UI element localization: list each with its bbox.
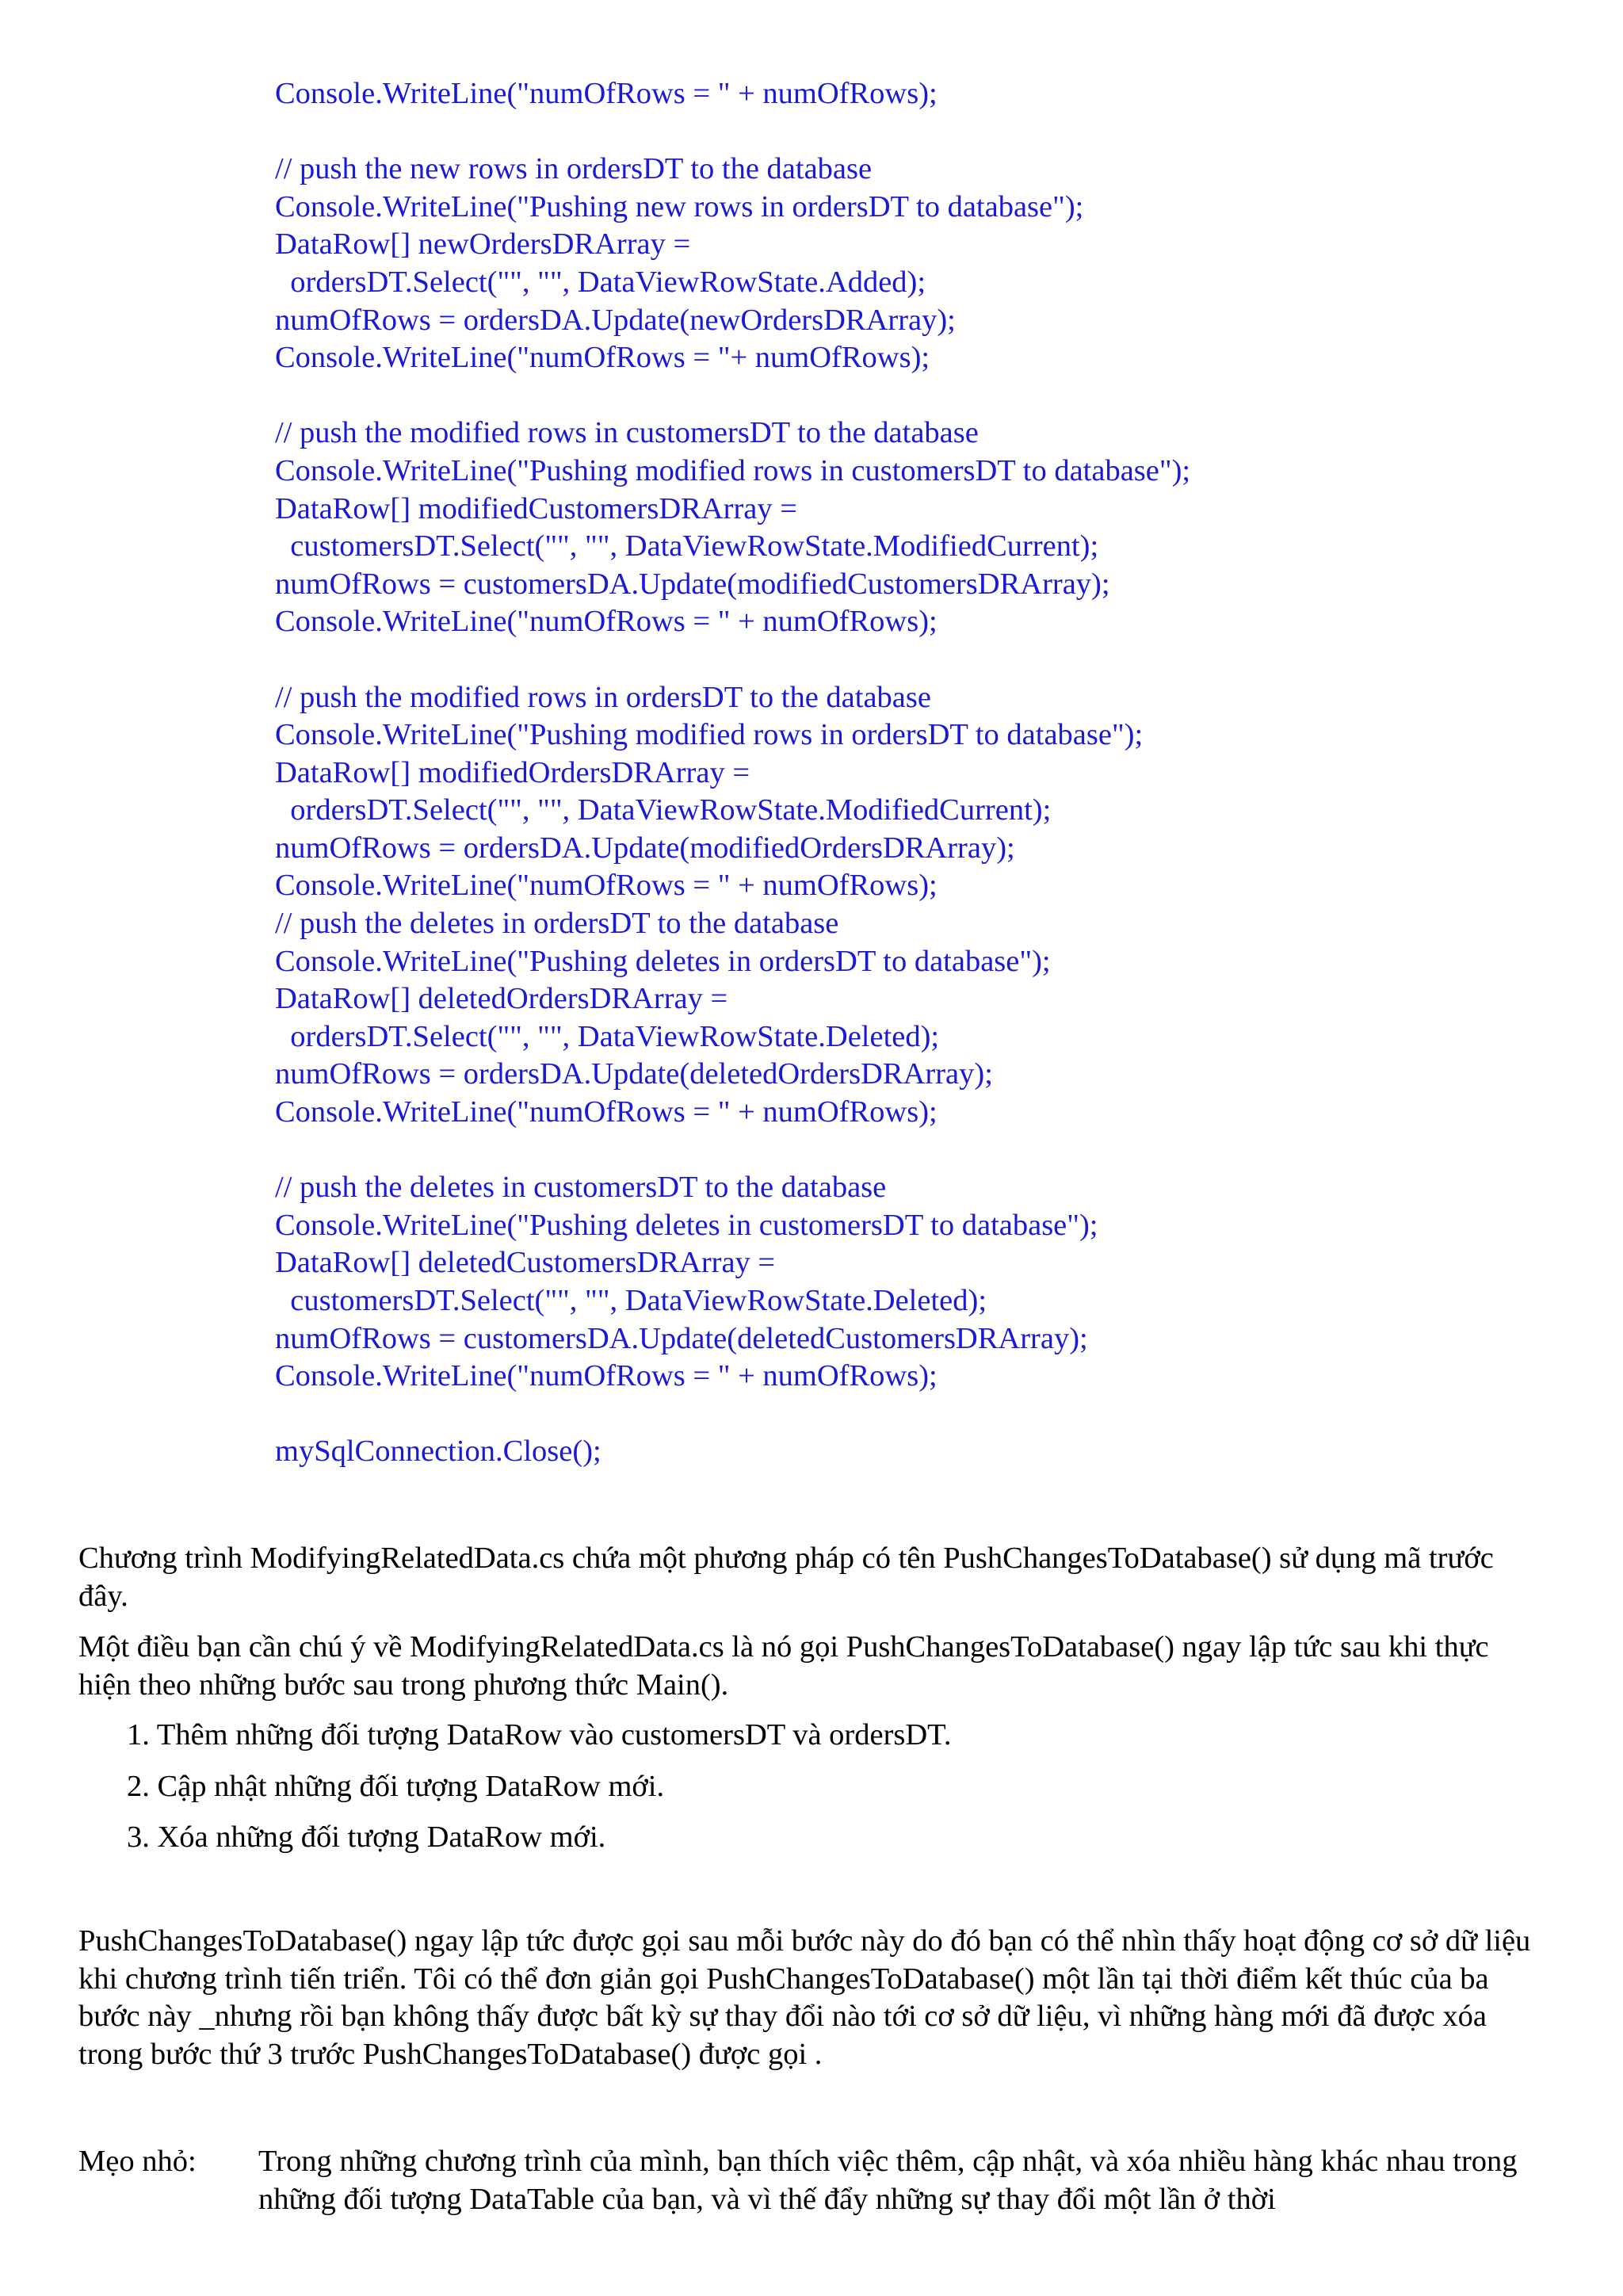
- tip-text: Trong những chương trình của mình, bạn thích việc thêm, cập nhật, và xóa nhiều hàng khác nhau trong những đối tượng DataTable của bạn, và vì thế đẩy những sự thay đổi một lần ở thời: [258, 2145, 1518, 2216]
- code-line: Console.WriteLine("numOfRows = "+ numOfRows);: [275, 341, 930, 375]
- code-line: numOfRows = ordersDA.Update(deletedOrdersDRArray);: [275, 1057, 993, 1091]
- code-line: numOfRows = ordersDA.Update(modifiedOrdersDRArray);: [275, 831, 1015, 865]
- code-line: customersDT.Select("", "", DataViewRowState.Deleted);: [275, 1284, 987, 1317]
- code-line: DataRow[] newOrdersDRArray =: [275, 227, 691, 262]
- code-line: ordersDT.Select("", "", DataViewRowState.Deleted);: [275, 1019, 940, 1053]
- code-line: Console.WriteLine("numOfRows = " + numOfRows);: [275, 1359, 938, 1393]
- code-line: [275, 113, 1583, 151]
- code-line: // push the modified rows in ordersDT to the database: [275, 680, 931, 714]
- code-line: [275, 641, 1583, 679]
- code-line: numOfRows = ordersDA.Update(newOrdersDRArray);: [275, 303, 956, 337]
- code-line: Console.WriteLine("Pushing modified rows in ordersDT to database");: [275, 718, 1144, 752]
- code-line: Console.WriteLine("numOfRows = " + numOfRows);: [275, 869, 938, 903]
- code-line: // push the new rows in ordersDT to the database: [275, 152, 873, 186]
- paragraph-note: Một điều bạn cần chú ý về ModifyingRelatedData.cs là nó gọi PushChangesToDatabase() ngay lập tức sau khi thực hiện theo những bước sau trong phương thức Main().: [78, 1630, 1489, 1702]
- code-line: Console.WriteLine("numOfRows = " + numOfRows);: [275, 605, 938, 639]
- code-line: [275, 1396, 1583, 1434]
- code-line: ordersDT.Select("", "", DataViewRowState.ModifiedCurrent);: [275, 793, 1052, 827]
- steps-list: [127, 1717, 1553, 1870]
- code-line: // push the modified rows in customersDT to the database: [275, 416, 979, 450]
- code-line: mySqlConnection.Close();: [275, 1435, 601, 1469]
- list-item: 2. Cập nhật những đối tượng DataRow mới.: [127, 1769, 665, 1803]
- code-line: Console.WriteLine("Pushing deletes in customersDT to database");: [275, 1208, 1098, 1242]
- code-line: DataRow[] deletedOrdersDRArray =: [275, 982, 728, 1016]
- code-line: Console.WriteLine("Pushing modified rows in customersDT to database");: [275, 453, 1191, 487]
- code-line: // push the deletes in ordersDT to the database: [275, 907, 839, 941]
- code-line: DataRow[] deletedCustomersDRArray =: [275, 1246, 776, 1280]
- code-line: Console.WriteLine("Pushing deletes in ordersDT to database");: [275, 944, 1051, 978]
- code-line: customersDT.Select("", "", DataViewRowState.ModifiedCurrent);: [275, 529, 1099, 563]
- list-item: 3. Xóa những đối tượng DataRow mới.: [127, 1820, 606, 1854]
- code-line: DataRow[] modifiedCustomersDRArray =: [275, 491, 797, 525]
- tip-label: Mẹo nhỏ:: [78, 2145, 197, 2178]
- code-line: Console.WriteLine("numOfRows = " + numOfRows);: [275, 1095, 938, 1129]
- code-line: [275, 377, 1583, 415]
- list-item: 1. Thêm những đối tượng DataRow vào customersDT và ordersDT.: [127, 1718, 952, 1752]
- code-line: DataRow[] modifiedOrdersDRArray =: [275, 755, 750, 789]
- code-line: [275, 1132, 1583, 1170]
- paragraph-explanation: PushChangesToDatabase() ngay lập tức được gọi sau mỗi bước này do đó bạn có thể nhìn thấy hoạt động cơ sở dữ liệu khi chương trình tiến triển. Tôi có thể đơn giản gọi PushChangesToDatabase() một lần tại thời điểm kết thúc của ba bước này _nhưng rồi bạn không thấy được bất kỳ sự thay đổi nào tới cơ sở dữ liệu, vì những hàng mới đã được xóa trong bước thứ 3 trước PushChangesToDatabase() được gọi .: [78, 1924, 1531, 2071]
- paragraph-intro: Chương trình ModifyingRelatedData.cs chứa một phương pháp có tên PushChangesToDatabase() sử dụng mã trước đây.: [78, 1541, 1494, 1613]
- code-block: [275, 75, 1583, 1471]
- code-line: Console.WriteLine("Pushing new rows in ordersDT to database");: [275, 189, 1084, 223]
- code-line: // push the deletes in customersDT to the database: [275, 1171, 887, 1205]
- code-line: numOfRows = customersDA.Update(deletedCustomersDRArray);: [275, 1321, 1088, 1355]
- code-line: Console.WriteLine("numOfRows = " + numOfRows);: [275, 77, 938, 110]
- code-line: ordersDT.Select("", "", DataViewRowState.Added);: [275, 265, 926, 299]
- code-line: numOfRows = customersDA.Update(modifiedCustomersDRArray);: [275, 567, 1110, 601]
